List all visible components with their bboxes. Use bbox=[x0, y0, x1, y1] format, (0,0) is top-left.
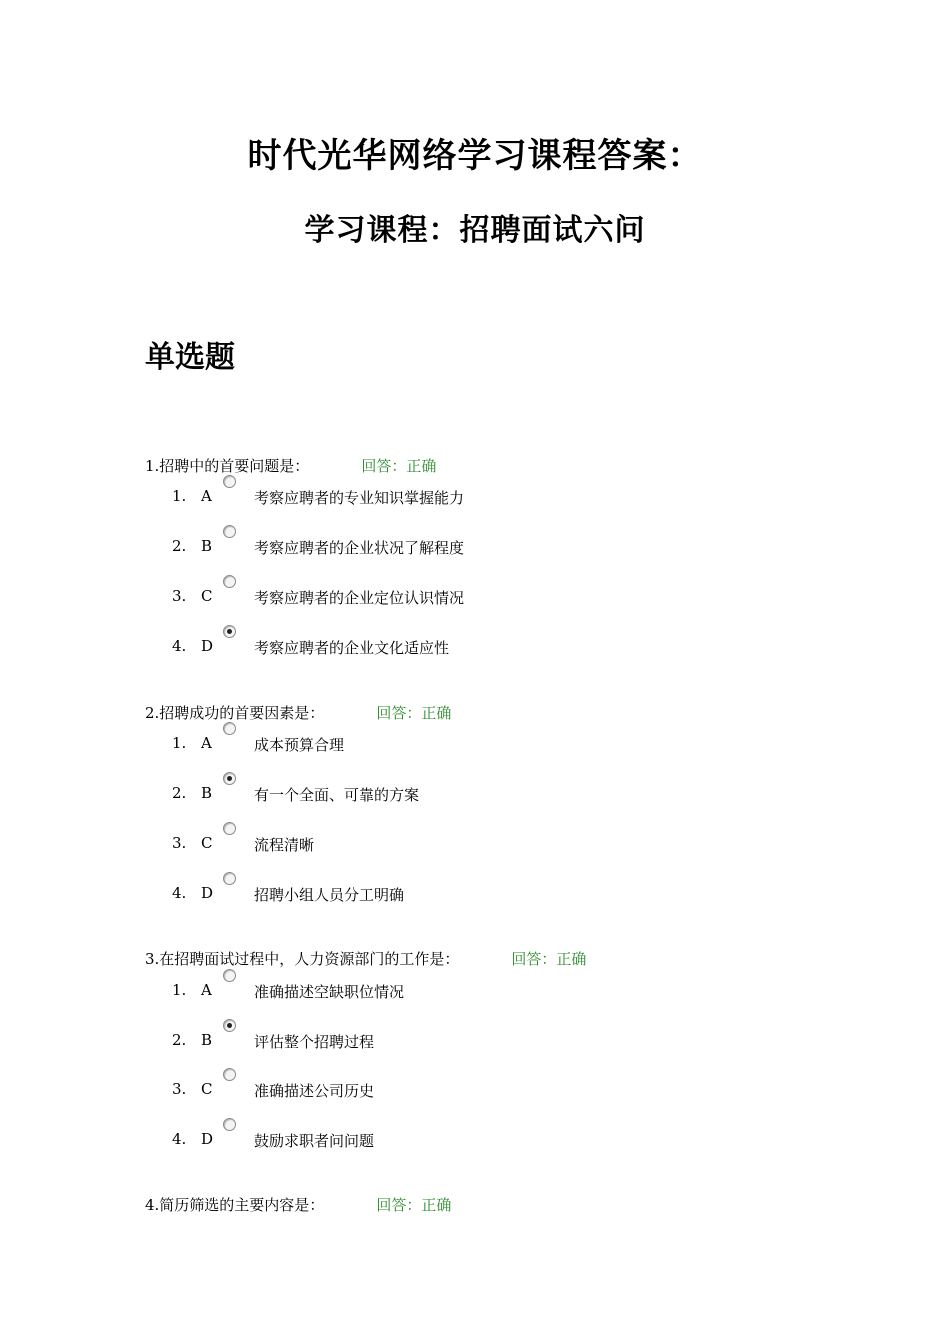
radio-selected-icon[interactable] bbox=[223, 772, 236, 785]
option-text: 考察应聘者的企业文化适应性 bbox=[254, 639, 450, 657]
option-letter: B bbox=[201, 1031, 213, 1049]
course-title: 学习课程：招聘面试六问 bbox=[304, 213, 646, 248]
answer-status: 回答：正确 bbox=[376, 1196, 452, 1214]
radio-icon[interactable] bbox=[223, 1068, 236, 1081]
option-letter: D bbox=[201, 1130, 214, 1148]
radio-icon[interactable] bbox=[223, 822, 236, 835]
option-text: 考察应聘者的专业知识掌握能力 bbox=[254, 489, 465, 507]
option-text: 成本预算合理 bbox=[254, 736, 345, 754]
option-letter: C bbox=[201, 834, 213, 852]
option-number: 4. bbox=[172, 884, 187, 902]
option-text: 招聘小组人员分工明确 bbox=[254, 886, 405, 904]
question-text: 2.招聘成功的首要因素是： bbox=[145, 704, 325, 722]
radio-icon[interactable] bbox=[223, 872, 236, 885]
option-text: 考察应聘者的企业定位认识情况 bbox=[254, 589, 465, 607]
radio-icon[interactable] bbox=[223, 575, 236, 588]
radio-icon[interactable] bbox=[223, 969, 236, 982]
question-text: 1.招聘中的首要问题是： bbox=[145, 457, 310, 475]
option-letter: C bbox=[201, 1080, 213, 1098]
answer-status: 回答：正确 bbox=[361, 457, 437, 475]
radio-selected-icon[interactable] bbox=[223, 625, 236, 638]
option-letter: B bbox=[201, 537, 213, 555]
option-number: 1. bbox=[172, 981, 187, 999]
option-text: 鼓励求职者问问题 bbox=[254, 1132, 375, 1150]
option-letter: A bbox=[201, 734, 212, 752]
option-number: 3. bbox=[172, 834, 187, 852]
option-letter: B bbox=[201, 784, 213, 802]
option-letter: A bbox=[201, 981, 212, 999]
question-2 bbox=[145, 702, 451, 723]
option-number: 2. bbox=[172, 537, 187, 555]
radio-selected-icon[interactable] bbox=[223, 1019, 236, 1032]
option-number: 1. bbox=[172, 734, 187, 752]
document-title: 时代光华网络学习课程答案： bbox=[247, 136, 703, 176]
option-number: 3. bbox=[172, 587, 187, 605]
radio-icon[interactable] bbox=[223, 475, 236, 488]
answer-status: 回答：正确 bbox=[511, 950, 587, 968]
option-text: 有一个全面、可靠的方案 bbox=[254, 786, 420, 804]
option-number: 3. bbox=[172, 1080, 187, 1098]
option-number: 2. bbox=[172, 784, 187, 802]
option-letter: D bbox=[201, 884, 214, 902]
option-text: 流程清晰 bbox=[254, 836, 315, 854]
option-letter: D bbox=[201, 637, 214, 655]
option-text: 准确描述公司历史 bbox=[254, 1082, 375, 1100]
radio-icon[interactable] bbox=[223, 722, 236, 735]
section-heading: 单选题 bbox=[145, 340, 235, 375]
question-4 bbox=[145, 1194, 451, 1215]
option-text: 考察应聘者的企业状况了解程度 bbox=[254, 539, 465, 557]
question-text: 4.简历筛选的主要内容是： bbox=[145, 1196, 325, 1214]
option-letter: C bbox=[201, 587, 213, 605]
option-number: 2. bbox=[172, 1031, 187, 1049]
question-3 bbox=[145, 948, 586, 969]
option-text: 评估整个招聘过程 bbox=[254, 1033, 375, 1051]
option-number: 1. bbox=[172, 487, 187, 505]
radio-icon[interactable] bbox=[223, 525, 236, 538]
option-number: 4. bbox=[172, 1130, 187, 1148]
question-1 bbox=[145, 455, 436, 476]
option-text: 准确描述空缺职位情况 bbox=[254, 983, 405, 1001]
option-letter: A bbox=[201, 487, 212, 505]
answer-status: 回答：正确 bbox=[376, 704, 452, 722]
option-number: 4. bbox=[172, 637, 187, 655]
question-text: 3.在招聘面试过程中，人力资源部门的工作是： bbox=[145, 950, 460, 968]
radio-icon[interactable] bbox=[223, 1118, 236, 1131]
